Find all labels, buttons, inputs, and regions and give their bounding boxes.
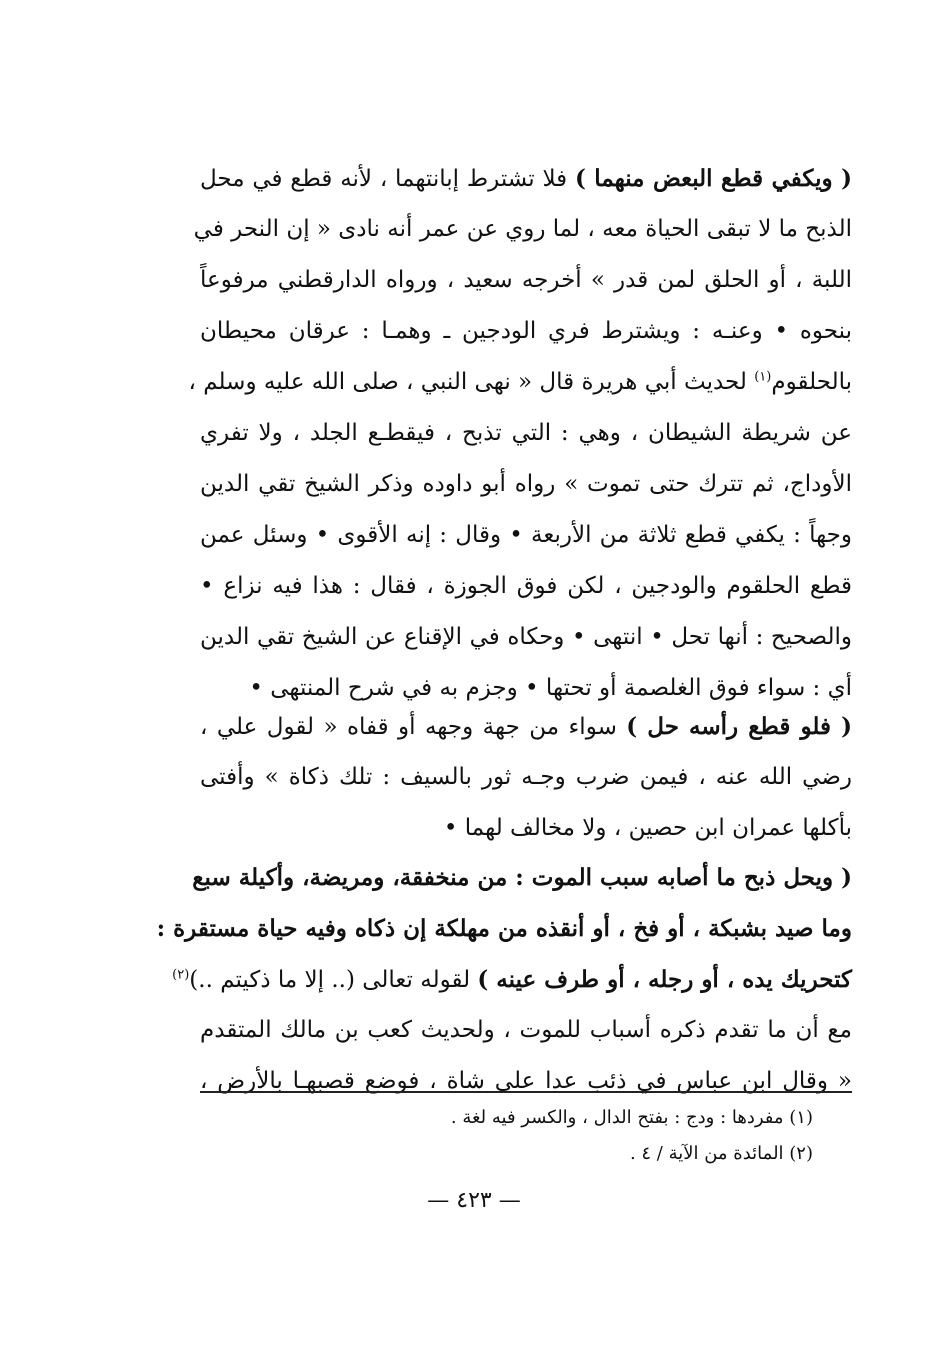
line-text: سواء من جهة وجهه أو قفاه « لقول علي ، — [200, 714, 627, 740]
text-line — [200, 510, 852, 561]
line-text: فلا تشترط إبانتهما ، لأنه قطع في محل — [200, 166, 575, 192]
line-text: عن شريطة الشيطان ، وهي : التي تذبح ، فيقطـع الجلد ، ولا تفري — [200, 420, 852, 446]
text-line — [200, 306, 852, 357]
footnote-marker: (١) — [754, 369, 772, 385]
line-text: الذبح ما لا تبقى الحياة معه ، لما روي عن عمر أنه نادى « إن النحر في — [193, 216, 852, 242]
line-text: والصحيح : أنها تحل • انتهى • وحكاه في الإقناع عن الشيخ تقي الدين — [200, 624, 852, 650]
text-line — [200, 612, 852, 663]
text-line — [200, 803, 852, 854]
line-text: « وقال ابن عباس في ذئب عدا على شاة ، فوضع قصبهـا بالأرض ، — [200, 1068, 852, 1094]
footnote-2: (٢) المائدة من الآية / ٤ . — [629, 1143, 813, 1164]
text-line — [200, 459, 852, 510]
paragraph-3 — [156, 852, 852, 1107]
text-line — [200, 752, 852, 803]
line-text: أي : سواء فوق الغلصمة أو تحتها • وجزم به في شرح المنتهى • — [249, 675, 852, 701]
footnote-1: (١) مفردها : ودج : بفتح الدال ، والكسر فيه لغة . — [450, 1107, 813, 1128]
text-line — [188, 357, 852, 408]
text-line — [172, 954, 852, 1005]
line-text: بأكلها عمران ابن حصين ، ولا مخالف لهما • — [443, 815, 852, 841]
line-text: لقوله تعالى (.. إلا ما ذكيتم ..) — [189, 967, 478, 993]
text-line — [200, 1005, 852, 1056]
line-text: قطع الحلقوم والودجين ، لكن فوق الجوزة ، فقال : هذا فيه نزاع • — [200, 573, 852, 599]
text-line — [192, 852, 852, 903]
bold-phrase: ( ويكفي قطع البعض منهما ) — [574, 165, 852, 192]
text-line — [200, 255, 852, 306]
line-text: لحديث أبي هريرة قال « نهى النبي ، صلى الله عليه وسلم ، — [188, 369, 755, 395]
bold-phrase: ( فلو قطع رأسه حل ) — [626, 713, 852, 740]
line-text: رضي الله عنه ، فيمن ضرب وجـه ثور بالسيف : تلك ذكاة » وأفتى — [200, 764, 852, 790]
footnote-marker: (٢) — [172, 967, 190, 983]
text-line — [193, 204, 852, 255]
paragraph-2 — [200, 701, 852, 854]
line-text: وجهاً : يكفي قطع ثلاثة من الأربعة • وقال : إنه الأقوى • وسئل عمن — [200, 522, 852, 548]
line-text: اللبة ، أو الحلق لمن قدر » أخرجه سعيد ، ورواه الدارقطني مرفوعاً — [200, 267, 852, 293]
paragraph-1 — [188, 153, 852, 714]
text-line — [156, 903, 852, 954]
text-line — [200, 408, 852, 459]
bold-phrase: كتحريك يده ، أو رجله ، أو طرف عينه ) — [477, 966, 852, 993]
bold-phrase: ( ويحل ذبح ما أصابه سبب الموت : من منخفقة، ومريضة، وأكيلة سبع — [192, 864, 852, 891]
page-number: — ٤٢٣ — — [427, 1188, 521, 1213]
text-line — [200, 153, 852, 204]
footnotes — [300, 1100, 813, 1172]
footnote-divider — [200, 1091, 852, 1093]
bold-phrase: وما صيد بشبكة ، أو فخ ، أو أنقذه من مهلكة إن ذكاه وفيه حياة مستقرة : — [156, 915, 852, 942]
line-text: بنحوه • وعنـه : ويشترط فري الودجين ـ وهمـا : عرقان محيطان — [200, 318, 852, 344]
text-line — [200, 701, 852, 752]
line-text: الأوداج، ثم تترك حتى تموت » رواه أبو داوده وذكر الشيخ تقي الدين — [200, 471, 852, 497]
line-text: مع أن ما تقدم ذكره أسباب للموت ، ولحديث كعب بن مالك المتقدم — [200, 1017, 852, 1043]
line-text: بالحلقوم — [771, 369, 852, 395]
text-line — [200, 561, 852, 612]
